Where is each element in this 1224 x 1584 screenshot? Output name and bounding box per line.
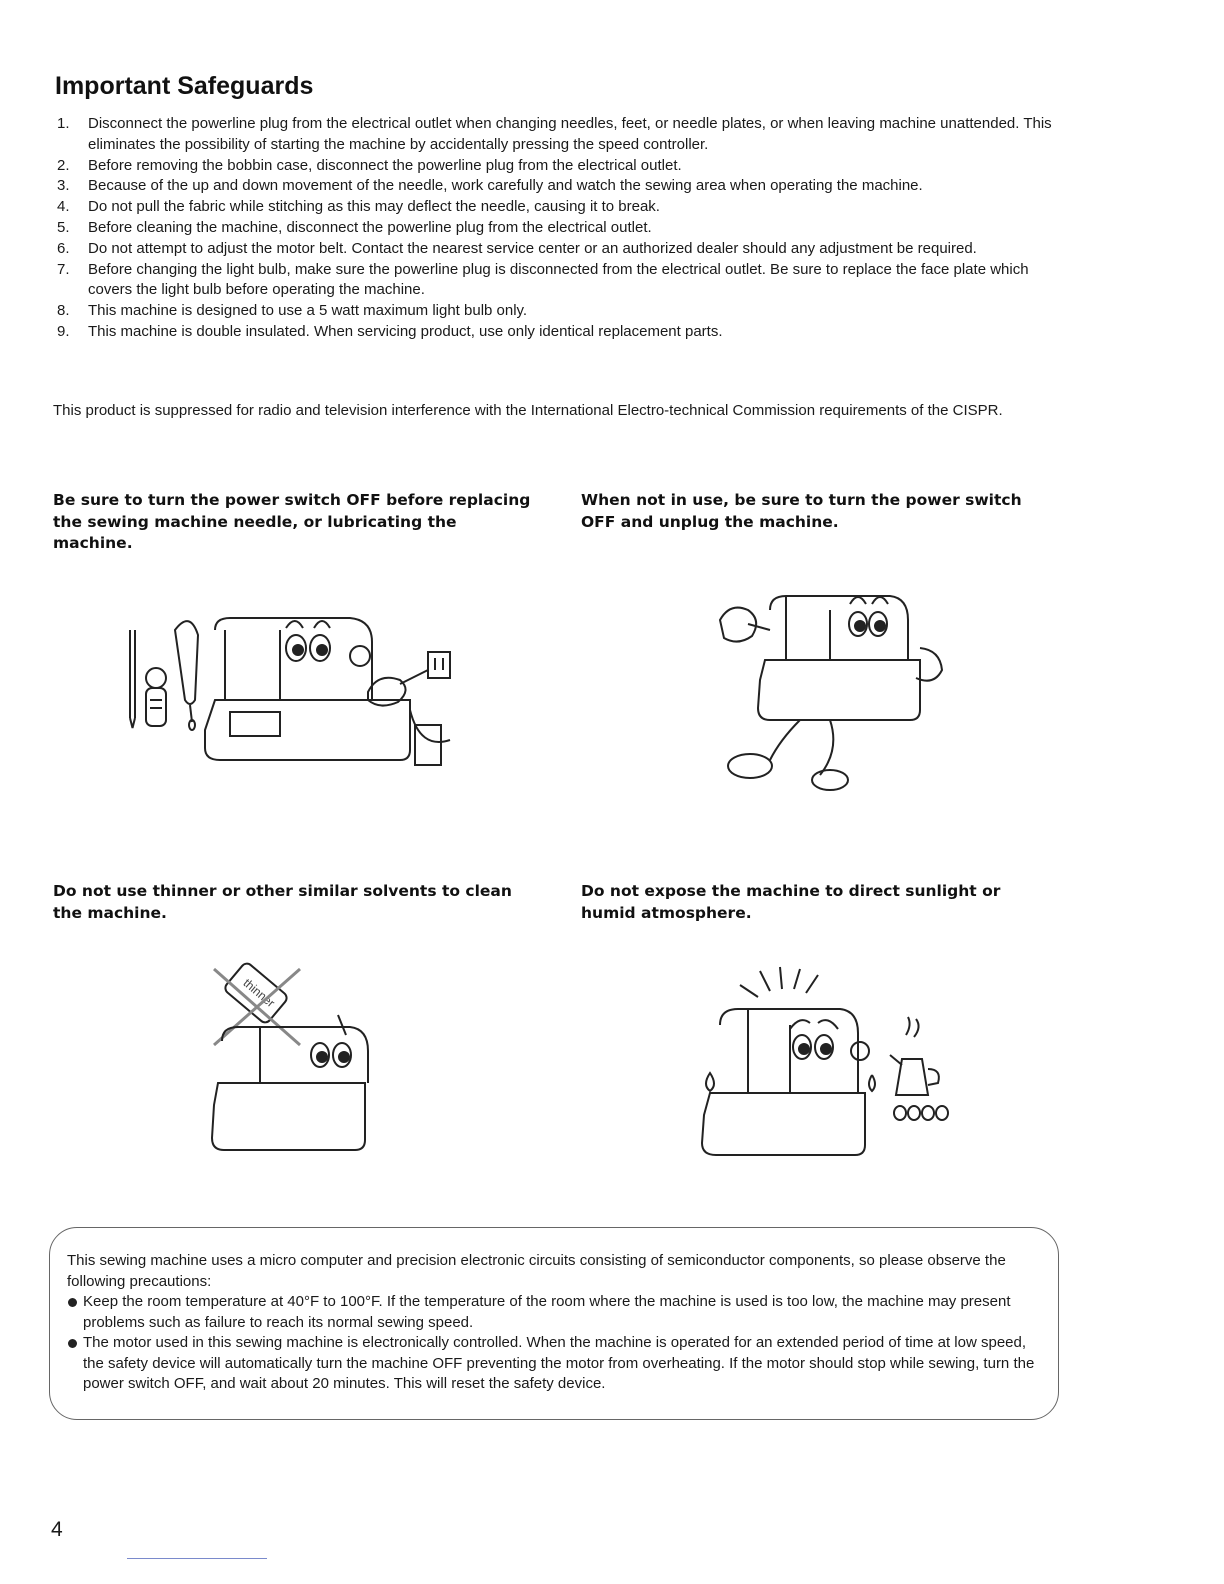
thinner-bottle-icon [223,961,289,1025]
unplugged-machine-illustration [690,580,960,805]
list-item [55,197,1065,218]
water-drops-icon [894,1106,948,1120]
sewing-machine-icon [212,1027,368,1150]
sewing-machine-icon [702,1009,869,1155]
cord-icon [410,710,450,765]
thinner-label: thinner [240,975,278,1011]
caption-power-off: Be sure to turn the power switch OFF before replacing the sewing machine needle, or lubricating the machine. [53,491,531,552]
list-item [55,301,1065,322]
item-text: Before cleaning the machine, disconnect the powerline plug from the electrical outlet. [88,218,652,236]
list-item [55,322,1065,343]
item-text: Do not attempt to adjust the motor belt. Contact the nearest service center or an authorized dealer should any adjustment be required. [88,239,977,257]
face-eyes-icon [311,1015,351,1067]
face-eyes-icon [286,621,330,661]
list-item [55,176,1065,197]
notice-intro: This sewing machine uses a micro computer and precision electronic circuits consisting of semiconductor components, so please observe the following precautions: [67,1252,1006,1290]
precautions-notice-box [49,1227,1059,1420]
list-item [55,114,1065,156]
item-number: 9. [57,322,70,340]
item-text: This machine is double insulated. When servicing product, use only identical replacement parts. [88,322,723,340]
sewing-machine-icon [205,618,410,760]
kettle-icon [890,1017,939,1095]
list-item [55,218,1065,239]
safeguards-list [55,114,1065,343]
unplug-machine-illustration [110,600,470,790]
cross-out-icon [214,969,300,1045]
item-text: This machine is designed to use a 5 watt maximum light bulb only. [88,302,528,320]
thinner-warning-illustration [200,955,400,1175]
footer-rule [127,1558,267,1559]
item-text: Disconnect the powerline plug from the electrical outlet when changing needles, feet, or needle plates, or when leaving machine unattended. This eliminates the possibility of starting the machine by accidentally pressing the speed controller. [88,115,1052,153]
face-eyes-icon [849,597,888,636]
cord-legs-icon [728,720,848,790]
list-item [55,156,1065,177]
page-title: Important Safeguards [55,72,314,100]
oiler-icon [175,621,198,730]
sunlight-humidity-illustration [690,965,960,1170]
list-item [55,239,1065,260]
item-number: 7. [57,260,70,278]
caption-sunlight: Do not expose the machine to direct sunlight or humid atmosphere. [581,882,1001,922]
item-text: Before removing the bobbin case, disconnect the powerline plug from the electrical outlet. [88,156,682,174]
notice-bullet-temperature: Keep the room temperature at 40°F to 100°F. If the temperature of the room where the machine is used is too low, the machine may present problems such as failure to reach its normal sewing speed. [67,1292,1040,1333]
item-number: 5. [57,218,70,236]
item-number: 3. [57,177,70,195]
item-text: Do not pull the fabric while stitching as this may deflect the needle, causing it to break. [88,198,660,216]
caption-unplug: When not in use, be sure to turn the power switch OFF and unplug the machine. [581,491,1022,531]
caption-thinner: Do not use thinner or other similar solvents to clean the machine. [53,882,512,922]
item-number: 1. [57,115,70,132]
notice-bullet-motor: The motor used in this sewing machine is electronically controlled. When the machine is operated for an extended period of time at low speed, the safety device will automatically turn the machine OFF preventing the motor from overheating. If the motor should stop while sewing, turn the power switch OFF, and wait about 20 minutes. This will reset the safety device. [67,1333,1040,1395]
suppression-statement: This product is suppressed for radio and television interference with the International Electro-technical Commission requirements of the CISPR. [53,402,1003,419]
item-number: 4. [57,198,70,216]
item-text: Because of the up and down movement of the needle, work carefully and watch the sewing area when operating the machine. [88,177,923,195]
item-text: Before changing the light bulb, make sure the powerline plug is disconnected from the electrical outlet. Be sure to replace the face plate which covers the light bulb before operating the machine. [88,260,1029,299]
page-number: 4 [51,1518,63,1541]
needle-icon [130,630,135,728]
item-number: 2. [57,156,70,174]
light-bulb-icon [146,668,166,726]
item-number: 6. [57,239,70,257]
face-eyes-icon [790,1020,838,1059]
sun-rays-icon [740,967,818,997]
item-number: 8. [57,302,70,320]
list-item [55,260,1065,302]
hand-pulling-plug-icon [368,652,450,706]
sewing-machine-icon [758,596,920,720]
